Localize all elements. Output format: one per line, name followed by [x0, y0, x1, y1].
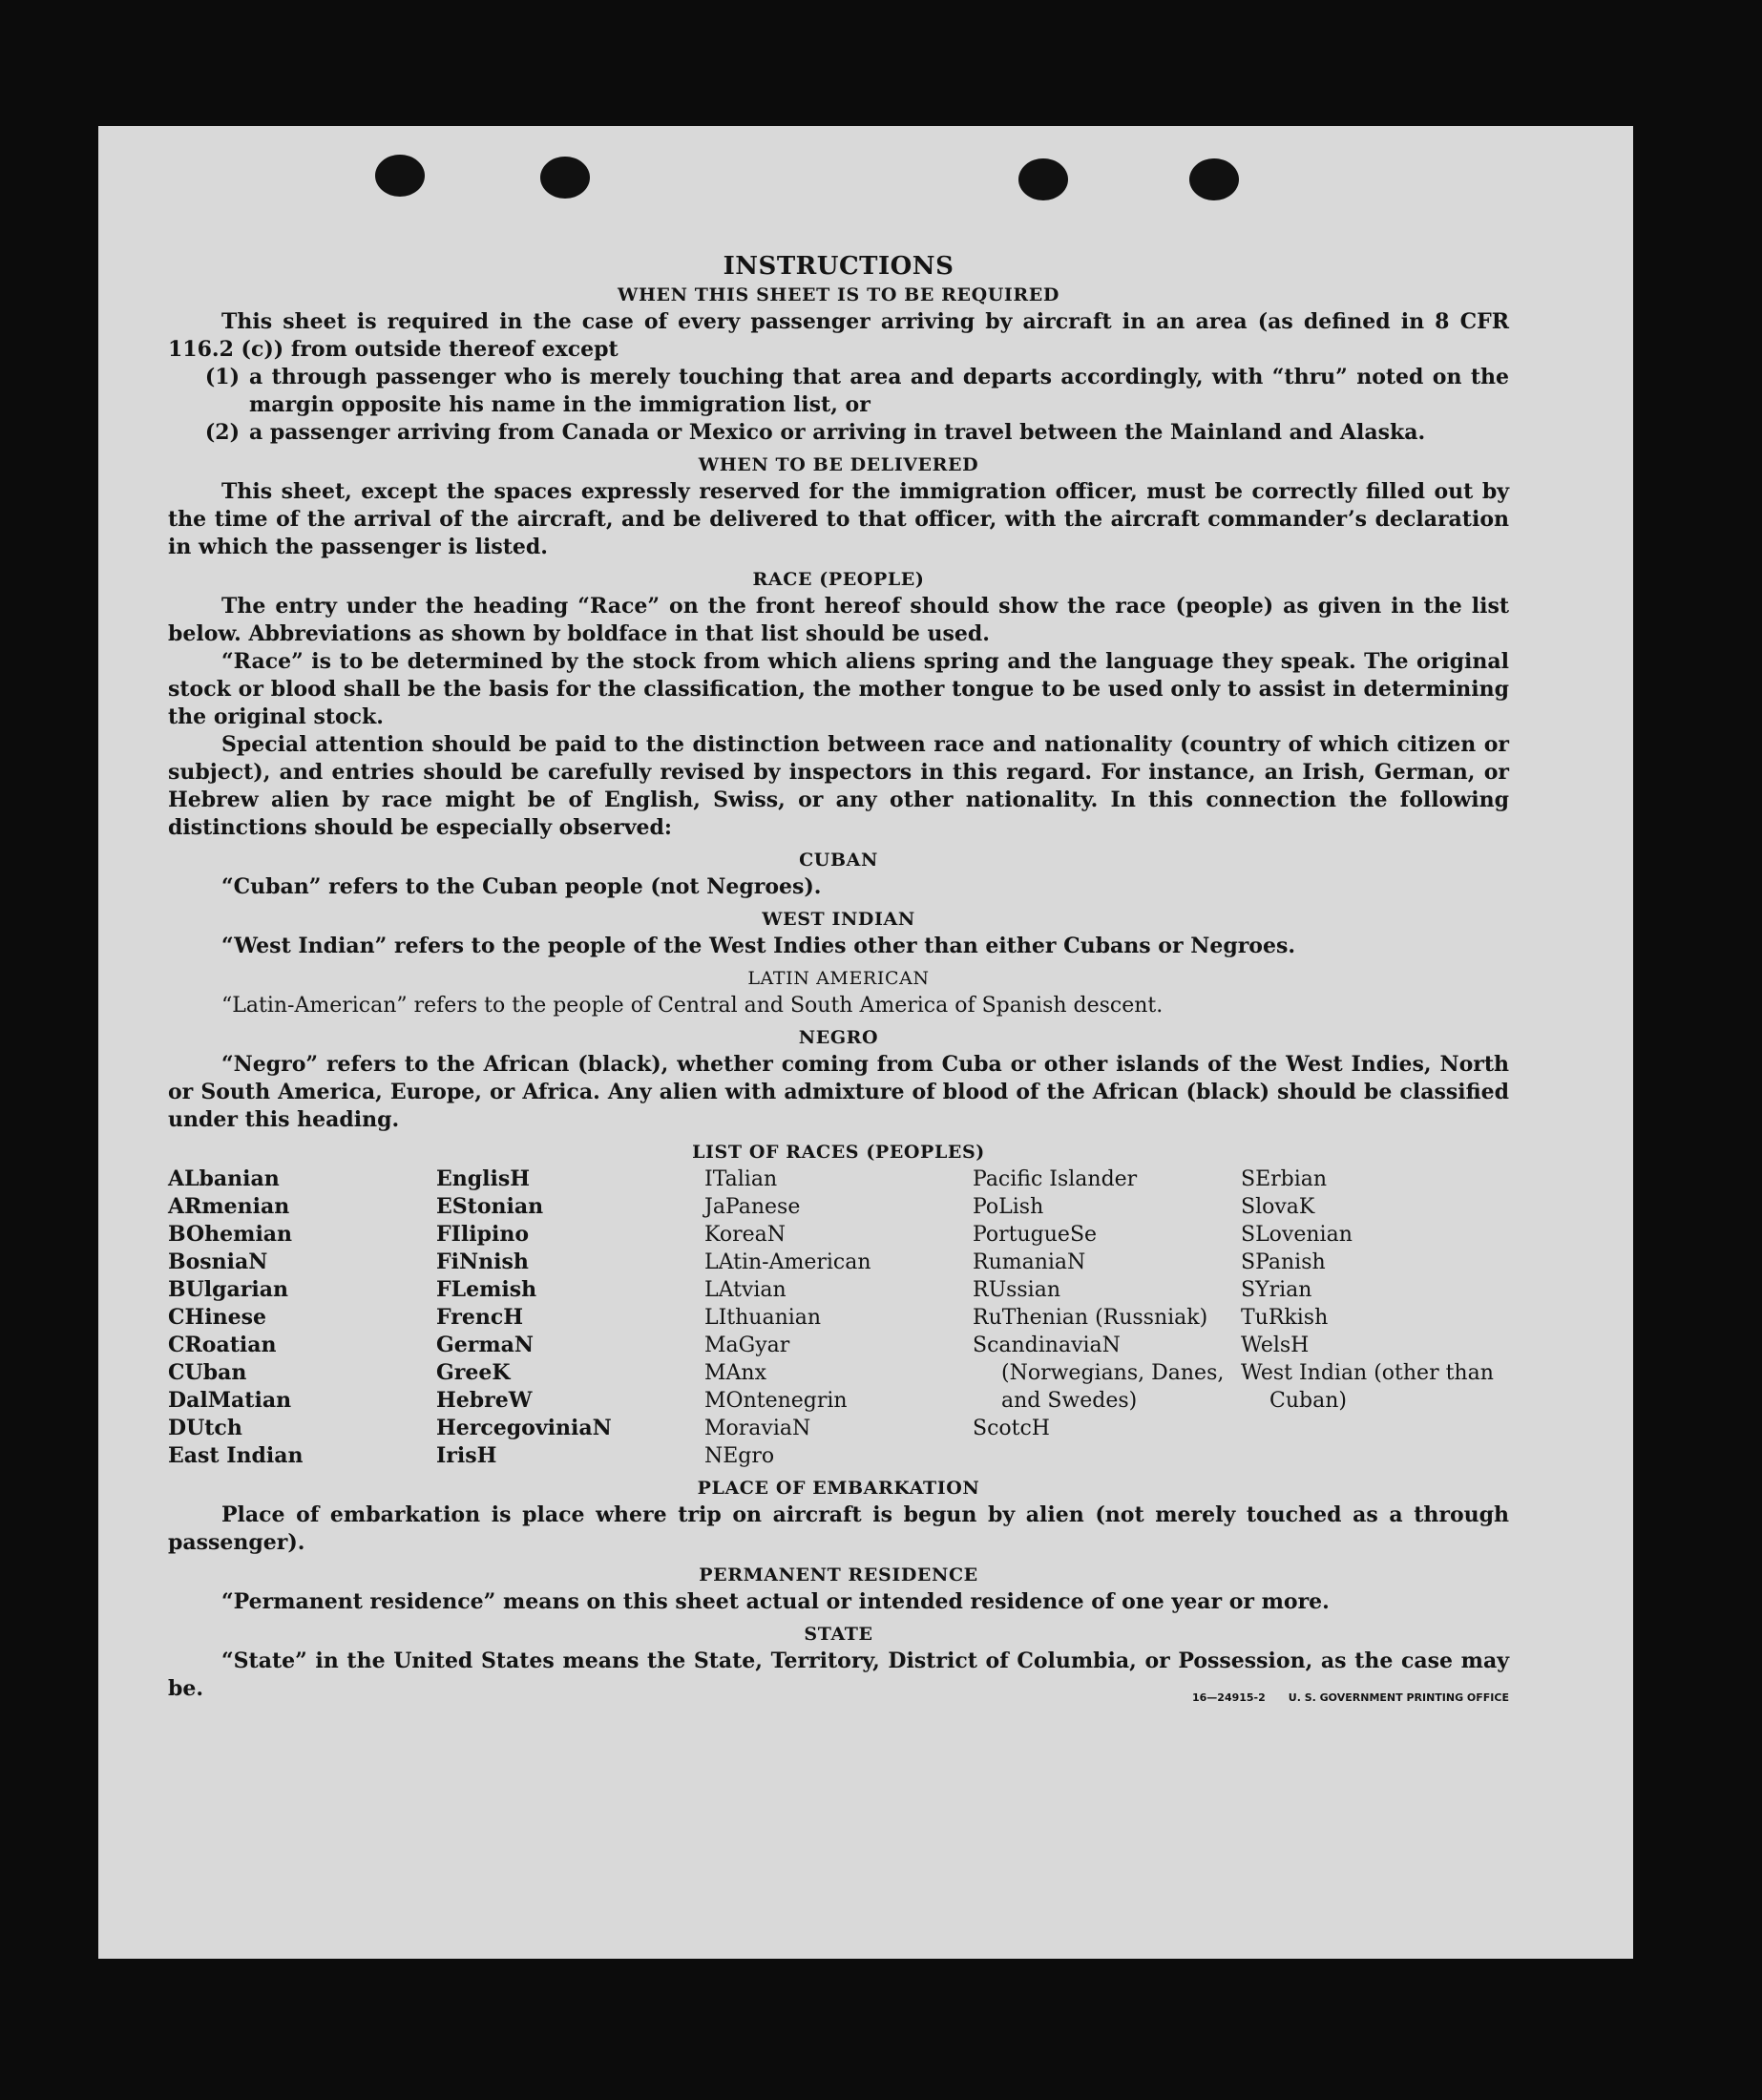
race-entry: IrisH: [436, 1443, 497, 1468]
race-entry: RuThenian (Russniak): [973, 1306, 1208, 1330]
race-paragraph-2: “Race” is to be determined by the stock from which aliens spring and the language they speak. The original stock or blood shall be the basis for the classification, the mother tongue to be used only to assist in determining the original stock.: [168, 649, 1509, 729]
exception-item: [168, 419, 1509, 447]
race-entry: SPanish: [1241, 1250, 1326, 1274]
race-column-5: [1241, 1166, 1509, 1470]
race-entry: EStonian: [436, 1194, 544, 1219]
race-entry: RUssian: [973, 1278, 1061, 1302]
race-entry: BOhemian: [168, 1222, 293, 1247]
race-entry: SLovenian: [1241, 1223, 1353, 1247]
race-entry: PoLish: [973, 1195, 1044, 1219]
race-entry: CRoatian: [168, 1333, 277, 1357]
punch-hole: [1189, 158, 1239, 200]
race-entry: CUban: [168, 1360, 247, 1385]
race-entry: FiNnish: [436, 1250, 529, 1274]
race-entry: DalMatian: [168, 1388, 292, 1413]
exception-number: (2): [204, 420, 240, 445]
race-entry: LAtvian: [704, 1278, 787, 1302]
heading-west-indian: WEST INDIAN: [762, 909, 915, 930]
race-entry: Pacific Islander: [973, 1167, 1138, 1191]
state-text: “State” in the United States means the State, Territory, District of Columbia, or Possession, as the case may be.: [168, 1648, 1509, 1701]
race-entry: LIthuanian: [704, 1306, 822, 1330]
race-entry: MOntenegrin: [704, 1389, 848, 1413]
punch-hole: [1018, 158, 1068, 200]
when-delivered-text: This sheet, except the spaces expressly reserved for the immigration officer, must be correctly filled out by the time of the arrival of the aircraft, and be delivered to that officer, with the aircraft commander’s declaration in which the passenger is listed.: [168, 479, 1509, 559]
race-entry: BosniaN: [168, 1250, 268, 1274]
heading-when-delivered: WHEN TO BE DELIVERED: [698, 454, 979, 475]
race-entry: TuRkish: [1241, 1306, 1329, 1330]
race-entry: CHinese: [168, 1305, 267, 1330]
race-entry: ScandinaviaN (Norwegians, Danes, and Swedes): [973, 1334, 1225, 1413]
race-entry: GermaN: [436, 1333, 535, 1357]
race-entry: LAtin-American: [704, 1250, 871, 1274]
west-indian-text: “West Indian” refers to the people of the West Indies other than either Cubans or Negroes.: [221, 934, 1296, 958]
race-paragraph-1: The entry under the heading “Race” on the front hereof should show the race (people) as given in the list below. Abbreviations as shown by boldface in that list should be used.: [168, 594, 1509, 646]
race-paragraph-3: Special attention should be paid to the distinction between race and nationality (country of which citizen or subject), and entries should be carefully revised by inspectors in this regard. For instance, an Irish, German, or Hebrew alien by race might be of English, Swiss, or any other nationality. In this connection the following distinctions should be especially observed:: [168, 732, 1509, 840]
race-entry: KoreaN: [704, 1223, 786, 1247]
race-entry: FrencH: [436, 1305, 523, 1330]
race-entry: SErbian: [1241, 1167, 1328, 1191]
race-entry: RumaniaN: [973, 1250, 1086, 1274]
heading-embarkation: PLACE OF EMBARKATION: [697, 1478, 980, 1499]
race-entry: EnglisH: [436, 1166, 531, 1191]
race-entry: ScotcH: [973, 1417, 1050, 1440]
latin-american-text: “Latin-American” refers to the people of Central and South America of Spanish descent.: [221, 994, 1164, 1018]
race-entry: East Indian: [168, 1443, 304, 1468]
heading-permanent-residence: PERMANENT RESIDENCE: [699, 1564, 978, 1586]
negro-text: “Negro” refers to the African (black), whether coming from Cuba or other islands of the West Indies, North or South America, Europe, or Africa. Any alien with admixture of blood of the African (black) should be classified under this heading.: [168, 1052, 1509, 1132]
race-entry: SYrian: [1241, 1278, 1312, 1302]
heading-latin-american: LATIN AMERICAN: [747, 968, 930, 989]
race-entry: GreeK: [436, 1360, 511, 1385]
exception-text: a passenger arriving from Canada or Mexico or arriving in travel between the Mainland and Alaska.: [249, 420, 1426, 445]
race-entry: ITalian: [704, 1167, 778, 1191]
heading-race: RACE (PEOPLE): [752, 569, 925, 590]
exception-text: a through passenger who is merely touching that area and departs accordingly, with “thru” noted on the margin opposite his name in the immigration list, or: [249, 365, 1509, 417]
race-column-3: [704, 1166, 973, 1470]
race-column-4: [973, 1166, 1241, 1470]
race-entry: ARmenian: [168, 1194, 290, 1219]
race-list: [168, 1166, 1509, 1470]
cuban-text: “Cuban” refers to the Cuban people (not Negroes).: [221, 874, 822, 899]
race-entry: MAnx: [704, 1361, 766, 1385]
race-entry: SlovaK: [1241, 1195, 1315, 1219]
exception-item: [168, 364, 1509, 419]
form-number: 16—24915-2: [1191, 1691, 1266, 1704]
punch-hole: [540, 157, 590, 199]
race-entry: HebreW: [436, 1388, 533, 1413]
instructions-content: [168, 252, 1509, 1704]
race-entry: BUlgarian: [168, 1277, 288, 1302]
heading-cuban: CUBAN: [799, 850, 878, 871]
permanent-residence-text: “Permanent residence” means on this sheet actual or intended residence of one year or more.: [221, 1589, 1330, 1614]
race-entry: DUtch: [168, 1416, 242, 1440]
race-entry: MaGyar: [704, 1334, 790, 1357]
document-sheet: [98, 126, 1633, 1959]
race-entry: FIlipino: [436, 1222, 530, 1247]
race-entry: FLemish: [436, 1277, 537, 1302]
race-entry: HercegoviniaN: [436, 1416, 612, 1440]
race-column-2: [436, 1166, 704, 1470]
punch-hole: [375, 155, 425, 197]
race-column-1: [168, 1166, 436, 1470]
race-entry: West Indian (other than Cuban): [1241, 1361, 1494, 1413]
heading-negro: NEGRO: [798, 1027, 879, 1048]
form-footer: [168, 1691, 1509, 1704]
exception-number: (1): [204, 365, 240, 389]
race-entry: WelsH: [1241, 1334, 1310, 1357]
printer-name: U. S. GOVERNMENT PRINTING OFFICE: [1288, 1691, 1509, 1704]
heading-when-required: WHEN THIS SHEET IS TO BE REQUIRED: [618, 284, 1059, 305]
race-entry: MoraviaN: [704, 1417, 811, 1440]
race-entry: ALbanian: [168, 1166, 280, 1191]
race-entry: JaPanese: [704, 1195, 801, 1219]
heading-list-of-races: LIST OF RACES (PEOPLES): [692, 1142, 985, 1163]
race-entry: NEgro: [704, 1444, 775, 1468]
race-entry: PortugueSe: [973, 1223, 1098, 1247]
heading-state: STATE: [804, 1624, 873, 1645]
when-required-intro: This sheet is required in the case of every passenger arriving by aircraft in an area (as defined in 8 CFR 116.2 (c)) from outside thereof except: [168, 309, 1509, 362]
embarkation-text: Place of embarkation is place where trip on aircraft is begun by alien (not merely touched as a through passenger).: [168, 1502, 1509, 1555]
page-title: INSTRUCTIONS: [723, 252, 954, 281]
